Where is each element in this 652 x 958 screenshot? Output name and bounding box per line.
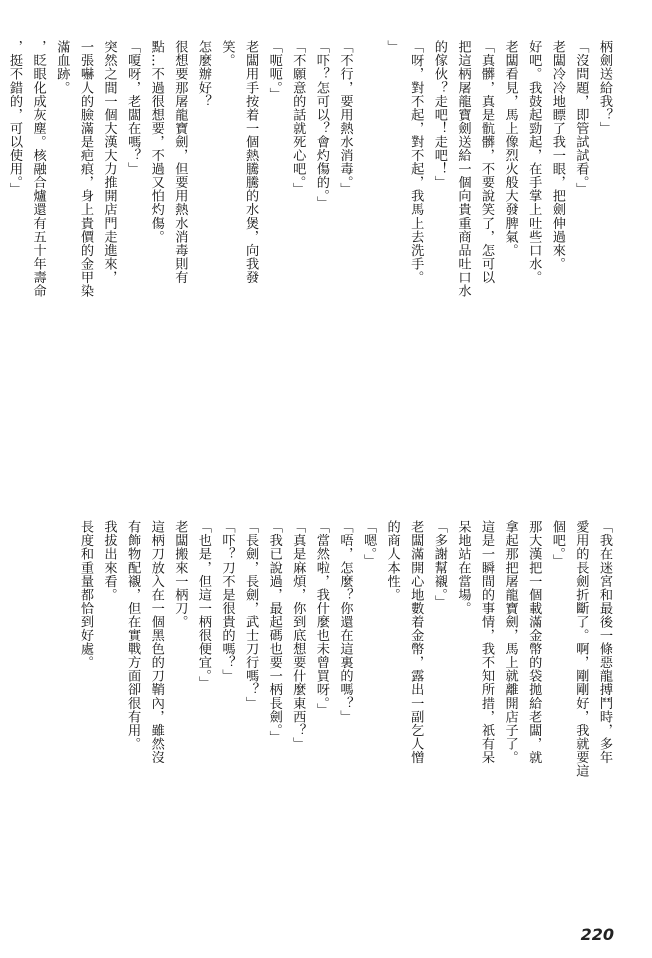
upper-text-block	[50, 40, 616, 392]
text-line: 的傢伙？走吧！走吧！」	[431, 40, 447, 190]
text-line: 呆地站在當場。	[455, 520, 471, 615]
text-line: 愛用的長劍折斷了。啊，剛剛好，我就要這	[573, 520, 589, 778]
text-line: 的商人本性。	[384, 520, 400, 602]
text-line: 這是一瞬間的事情，我不知所措，祇有呆	[479, 520, 495, 764]
text-line: 「嗯。」	[361, 520, 377, 568]
text-line: 一張嚇人的臉滿是疤痕，身上貴價的金甲染	[77, 40, 93, 298]
text-line: 「真髒，真是骯髒，不要說笑了，怎可以	[479, 40, 495, 284]
text-line: 滿血跡。	[54, 40, 70, 95]
text-line	[356, 40, 380, 392]
text-line: 「唔，怎麼？你還在這裏的嗎？」	[337, 520, 353, 724]
text-line: 那大漢把一個載滿金幣的袋拋給老闆，就	[526, 520, 542, 764]
text-line: 「嗄呀，老闆在嗎？」	[125, 40, 141, 176]
text-line: 「也是，但這一柄很便宜。」	[195, 520, 211, 690]
text-line: 「多謝幫襯。」	[431, 520, 447, 609]
text-line: 「不行，要用熱水消毒。」	[337, 40, 353, 196]
text-line: 好吧。我鼓起勁起，在手掌上吐些口水。	[526, 40, 542, 284]
text-line: 老闆用手按着一個熱騰騰的水煲，向我發	[243, 40, 259, 284]
text-line: 「沒問題，即管試試看。」	[573, 40, 589, 196]
text-line: 「吓？刀不是很貴的嗎？」	[219, 520, 235, 683]
text-line: 這柄刀放入在一個黑色的刀鞘內，雖然沒	[148, 520, 164, 764]
text-line: 拿起那把屠龍寶劍，馬上就離開店子了。	[502, 520, 518, 764]
text-line: 老闆看見，馬上像烈火般大發脾氣。	[502, 40, 518, 257]
text-line: 「呃呃。」	[266, 40, 282, 102]
lower-right-text-block	[73, 520, 616, 862]
text-line: 柄劍送給我？」	[597, 40, 612, 135]
text-line: 「我已說過，最起碼也要一柄長劍。」	[266, 520, 282, 744]
text-line: 長度和重量都恰到好處。	[77, 520, 93, 670]
text-line: 很想要那屠龍寶劍，但要用熱水消毒則有	[172, 40, 188, 284]
page-number: 220	[580, 925, 614, 944]
text-line: 我拔出來看。	[101, 520, 117, 602]
text-line: ，眨眼化成灰塵。核融合爐還有五十年壽命	[30, 40, 46, 298]
text-line: 有飾物配襯，但在實戰方面卻很有用。	[125, 520, 141, 751]
text-line: 老闆冷冷地瞟了我一眼，把劍伸過來。	[549, 40, 565, 271]
text-line: 「當然啦，我什麼也未曾買呀。」	[313, 520, 329, 717]
text-line: 「不願意的話就死心吧。」	[290, 40, 306, 196]
text-line: 把這柄屠龍寶劍送給一個向貴重商品吐口水	[455, 40, 471, 298]
text-line: 笑。	[219, 40, 235, 68]
text-line: 「真是麻煩，你到底想要什麼東西？」	[290, 520, 306, 751]
text-line: 「我在迷宮和最後一條惡龍搏鬥時，多年	[597, 520, 612, 764]
text-line: 「吓？怎可以？會灼傷的。」	[313, 40, 329, 210]
text-line: 老闆滿開心地數着金幣，露出一副乞人憎	[408, 520, 424, 764]
lower-text-block	[0, 40, 50, 382]
text-line: 個吧。」	[549, 520, 565, 568]
text-line: 點…不過很想要，不過又怕灼傷。	[148, 40, 164, 244]
text-line: 」	[384, 40, 400, 54]
text-line: 突然之間一個大漢大力推開店門走進來，	[101, 40, 117, 284]
text-line: 「呀，對不起，對不起，我馬上去洗手。	[408, 40, 424, 284]
text-line: 怎麼辦好？	[195, 40, 211, 108]
text-line: 老闆搬來一柄刀。	[172, 520, 188, 629]
text-line: 「長劍，長劍，武士刀行嗎？」	[243, 520, 259, 710]
text-line: ，挺不錯的，可以使用。」	[7, 40, 23, 196]
